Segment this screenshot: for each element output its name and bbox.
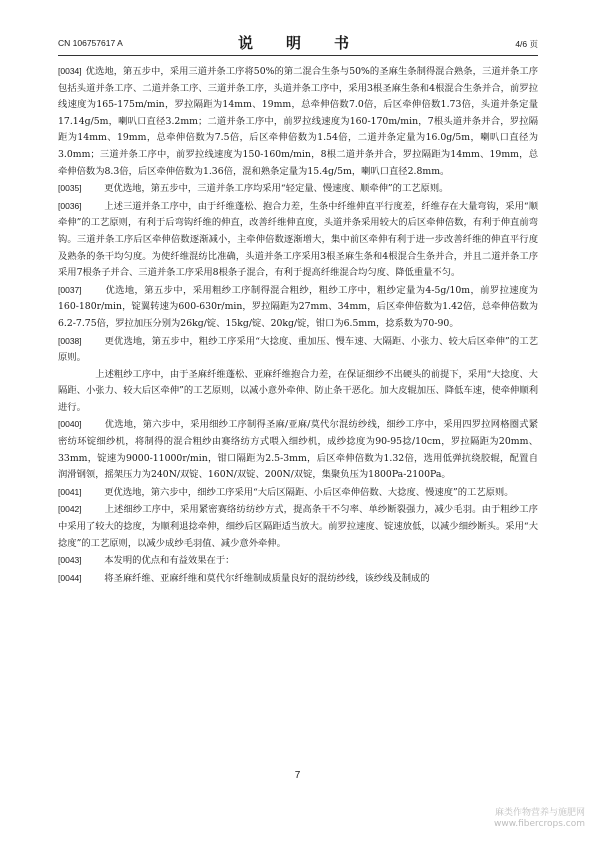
paragraph-0034 (58, 63, 538, 180)
paragraph-0037 (58, 282, 538, 333)
paragraph-0038 (58, 333, 538, 367)
paragraph-id: [0038] (58, 335, 82, 346)
page-header (58, 30, 538, 54)
watermark (494, 808, 585, 830)
paragraph-id: [0041] (58, 486, 82, 497)
paragraph-0039 (58, 367, 538, 417)
paragraph-id: [0044] (58, 572, 82, 583)
document-title: 说 明 书 (237, 34, 358, 52)
paragraph-text: 优选地，第六步中，采用细纱工序制得圣麻/亚麻/莫代尔混纺纱线，细纱工序中，采用四罗拉网格圈式紧密纺环锭细纱机，将制得的混合粗纱由赛络纺方式喂入细纱机，成纱捻度为90-95捻/10cm，罗拉隔距为20mm、33mm，锭速为9000-11000r/min，钳口隔距为2.5-3mm，后区牵伸倍数为1.32倍，选用低弹抗绕胶辊，配置自润滑钢领，摇架压力为240N/双锭、160N/双锭、200N/双锭，集聚负压为1800Pa-2100Pa。 (58, 419, 538, 481)
paragraph-id: [0043] (58, 555, 82, 566)
paragraph-text: 本发明的优点和有益效果在于： (104, 555, 235, 567)
watermark-title: 麻类作物营养与施肥网 (494, 808, 585, 818)
paragraph-id: [0037] (58, 284, 82, 295)
paragraph-0042 (58, 501, 538, 552)
paragraph-text: 优选地，第五步中，采用三道并条工序将50%的第二混合生条与50%的圣麻生条制得混合熟条，三道并条工序包括头道并条工序、二道并条工序、三道并条工序，头道并条工序中，采用3根圣麻生条和4根混合生条并合，前罗拉线速度为165-175m/min，罗拉隔距为14mm、19mm，总牵伸倍数7.0倍，后区牵伸倍数1.73倍，头道并条定量17.14g/5m，喇叭口直径3.2mm；二道并条工序中，前罗拉线速度为160-170m/min，7根头道并条并合，罗拉隔距为14mm、19mm，总牵伸倍数为7.5倍，后区牵伸倍数为1.54倍，二道并条定量为16.0g/5m，喇叭口直径为3.0mm；三道并条工序中，前罗拉线速度为150-160m/min，8根二道并条并合，罗拉隔距为14mm、19mm，总牵伸倍数为8.3倍，后区牵伸倍数为1.36倍，混和熟条定量为15.4g/5m，喇叭口直径2.8mm。 (58, 66, 538, 177)
paragraph-id: [0036] (58, 200, 82, 211)
paragraph-text: 更优选地，第五步中，三道并条工序均采用“轻定量、慢速度、顺牵伸”的工艺原则。 (104, 183, 449, 195)
paragraph-id: [0042] (58, 504, 82, 515)
paragraph-text: 更优选地，第六步中，细纱工序采用“大后区隔距、小后区牵伸倍数、大捻度、慢速度”的工艺原则。 (104, 486, 514, 498)
publication-number: CN 106757617 A (58, 38, 123, 48)
paragraph-text: 上述三道并条工序中，由于纤维蓬松、抱合力差，生条中纤维伸直平行度差，纤维存在大量弯钩，采用“顺牵伸”的工艺原则，有利于后弯钩纤维的伸直，改善纤维伸直度，头道并条采用较大的后区牵伸倍数，有利于伸直前弯钩。三道并条工序后区牵伸倍数逐渐减小，主牵伸倍数逐渐增大，集中前区牵伸有利于进一步改善纤维的伸直平行度及熟条的条干均匀度。为使纤维混纺比准确，头道并条工序采用3根圣麻生条和4根混合生条并合，并且二道并条工序采用7根条子并合、三道并条工序采用8根条子混合，有利于提高纤维混合均匀度、降低重量不匀。 (58, 200, 538, 279)
paragraph-0040 (58, 416, 538, 483)
paragraph-id: [0034] (58, 66, 82, 76)
paragraph-0043 (58, 552, 538, 570)
paragraph-0035 (58, 180, 538, 198)
paragraph-text: 更优选地，第五步中，粗纱工序采用“大捻度、重加压、慢车速、大隔距、小张力、较大后区牵伸”的工艺原则。 (58, 335, 538, 364)
paragraph-text: 将圣麻纤维、亚麻纤维和莫代尔纤维制成质量良好的混纺纱线，该纱线及制成的 (104, 572, 430, 584)
document-body (58, 63, 538, 587)
page-number: 7 (294, 770, 301, 781)
paragraph-text: 上述细纱工序中，采用紧密赛络纺纺纱方式，提高条干不匀率、单纱断裂强力，减少毛羽。由于粗纱工序中采用了较大的捻度，为顺利退捻牵伸，细纱后区隔距适当放大。前罗拉速度、锭速放低，以减少细纱断头。采用“大捻度”的工艺原则，以减少成纱毛羽值、减少意外牵伸。 (58, 504, 538, 549)
paragraph-0036 (58, 198, 538, 282)
watermark-url: www.fibercrops.com (494, 819, 585, 829)
header-rule (58, 55, 538, 56)
paragraph-0041 (58, 484, 538, 502)
paragraph-id: [0035] (58, 183, 82, 194)
paragraph-text: 上述粗纱工序中，由于圣麻纤维蓬松、亚麻纤维抱合力差，在保证细纱不出硬头的前提下，采用“大捻度、大隔距、小张力、较大后区牵伸”的工艺原则，以减小意外牵伸、防止条干恶化。加大皮辊加压、降低车速，使牵伸顺利进行。 (58, 368, 538, 413)
page-counter: 4/6 页 (515, 39, 538, 49)
paragraph-id: [0040] (58, 419, 82, 430)
paragraph-text: 优选地，第五步中，采用粗纱工序制得混合粗纱，粗纱工序中，粗纱定量为4-5g/10m，前罗拉速度为160-180r/min，锭翼转速为600-630r/min，罗拉隔距为27mm、34mm，后区牵伸倍数为1.42倍，总牵伸倍数为6.2-7.75倍，罗拉加压分别为26kg/锭、15kg/锭、20kg/锭，钳口为6.5mm，捻系数为70-90。 (58, 284, 538, 329)
paragraph-0044 (58, 570, 538, 588)
